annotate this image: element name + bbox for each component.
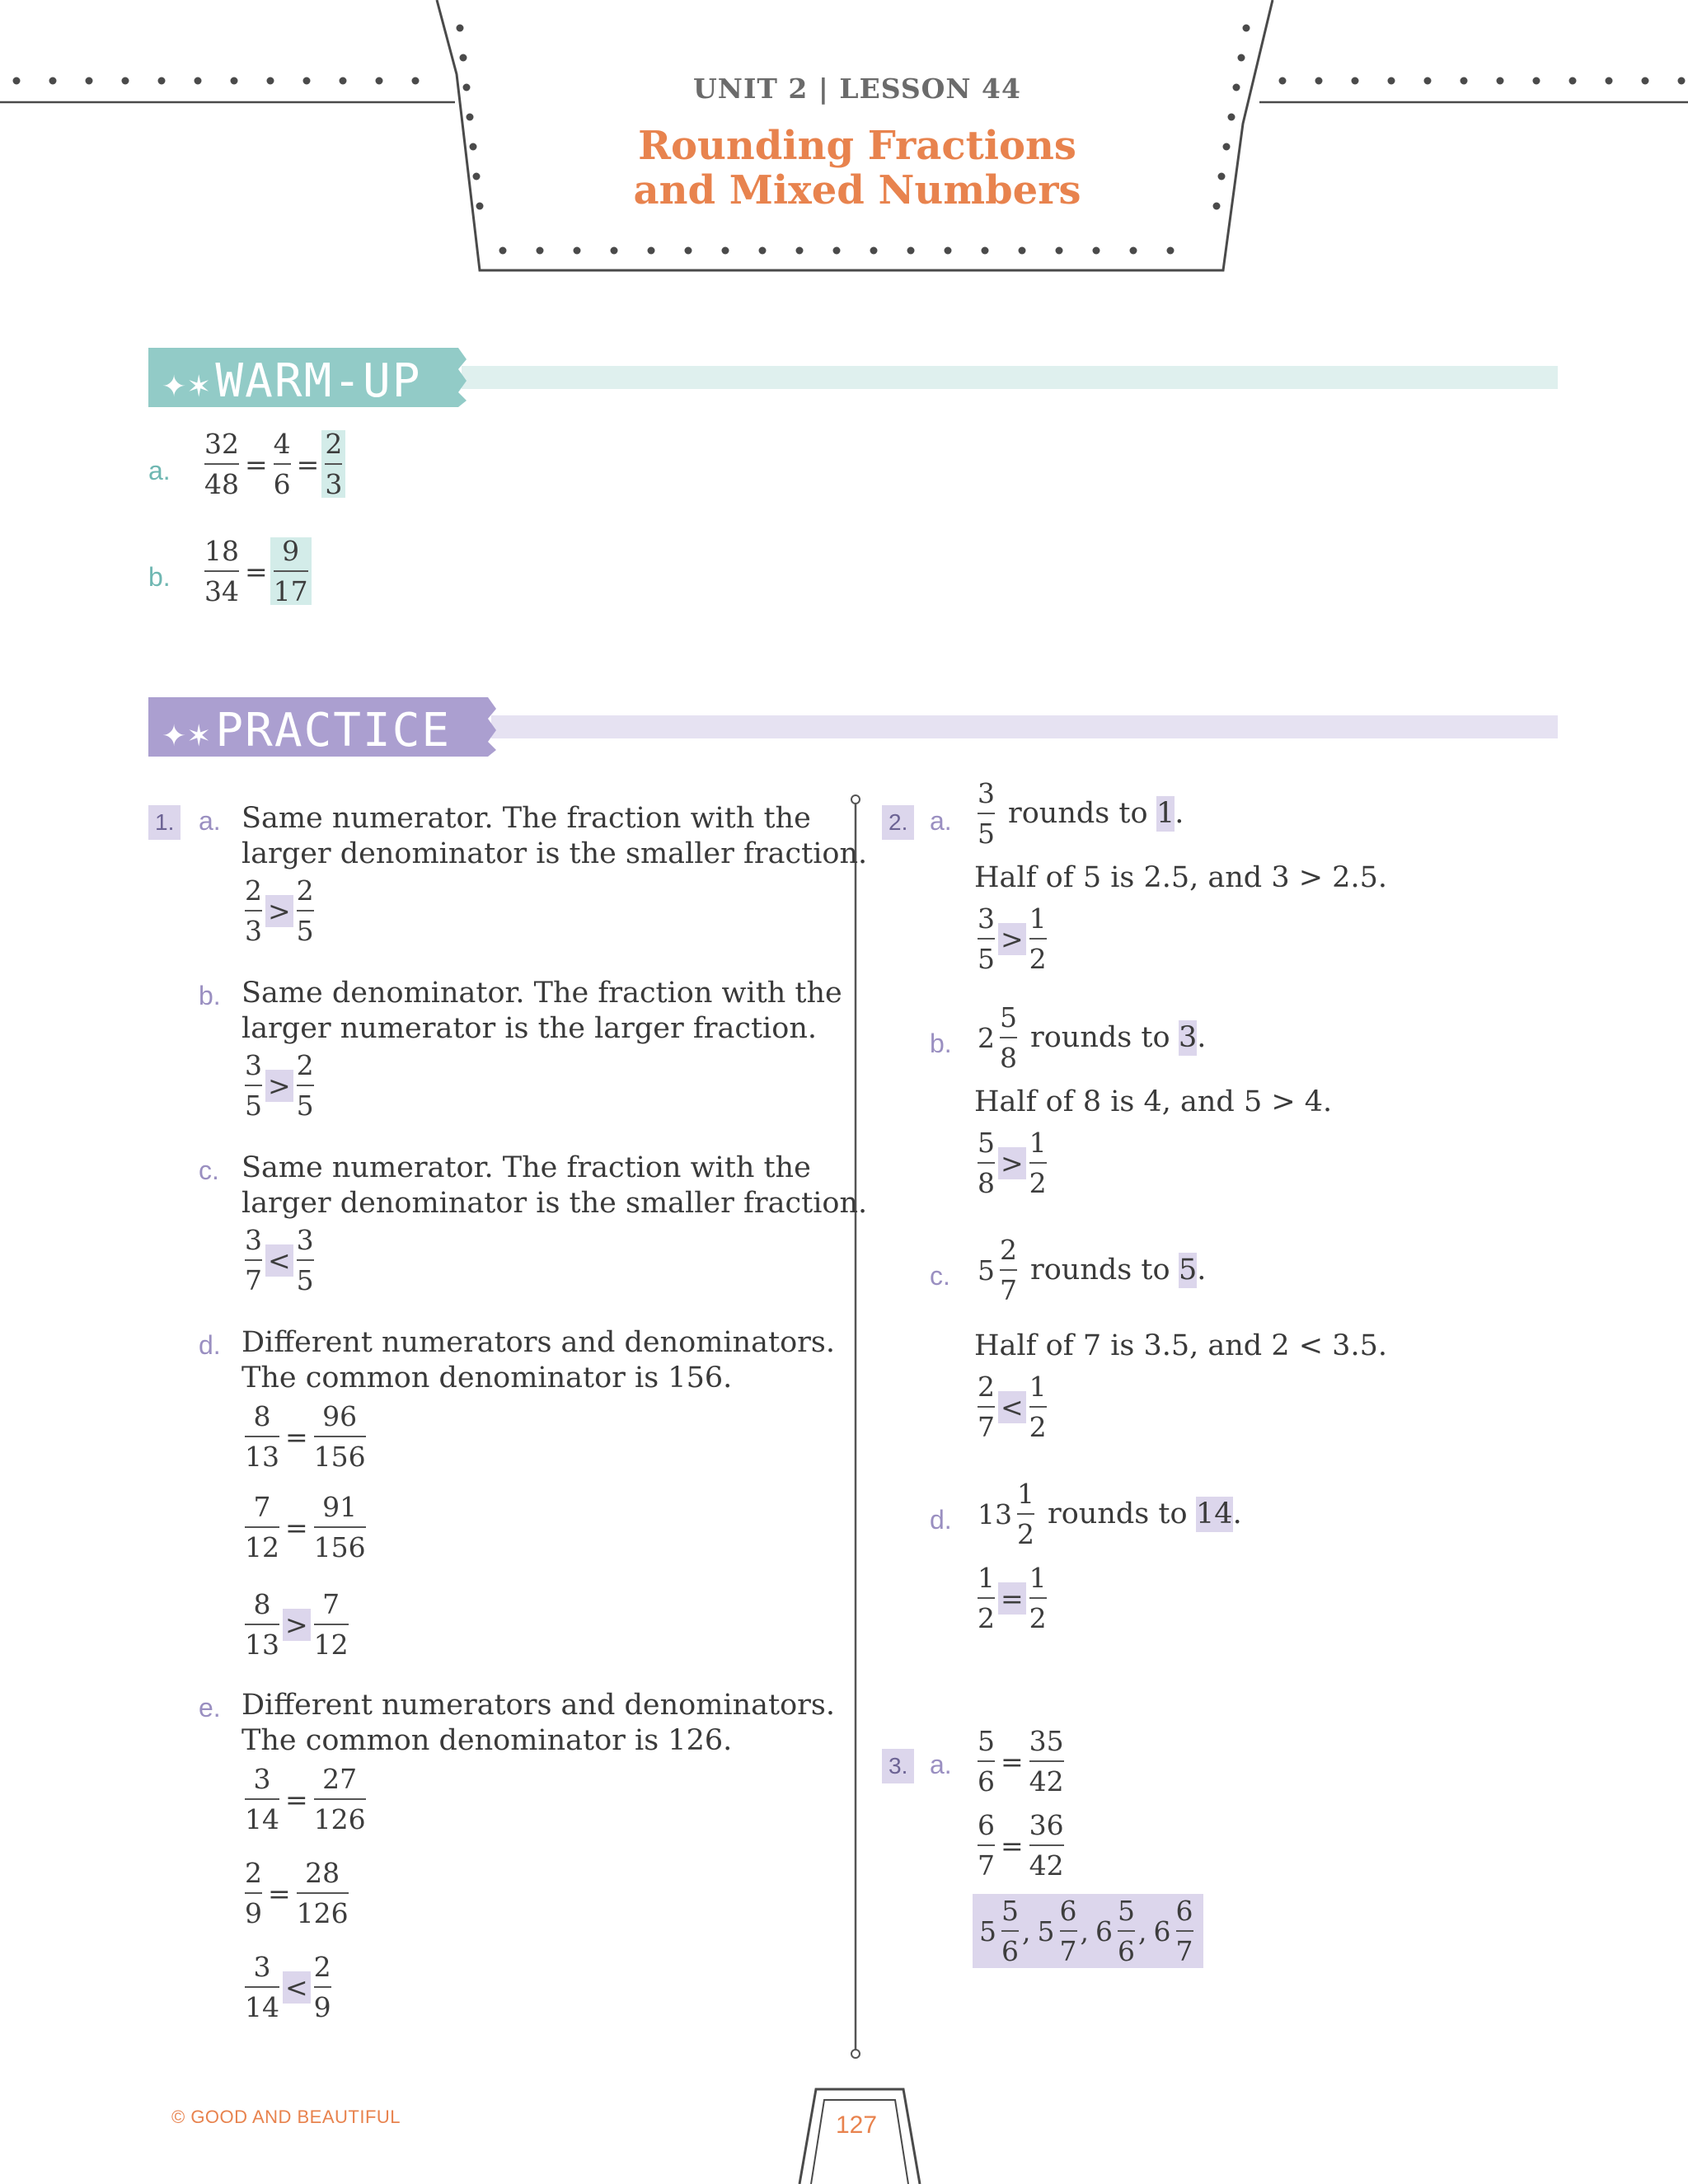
- warmup-b-equation: $\frac{18}{34}$ = $\frac{9}{17}$: [201, 537, 312, 605]
- question-1-number: 1.: [148, 805, 181, 840]
- q1d-comparison: $\frac{8}{13}$ > $\frac{7}{12}$: [245, 1588, 349, 1661]
- warmup-b-label: b.: [148, 562, 171, 592]
- warmup-a-equation: $\frac{32}{48}$ = $\frac{4}{6}$ = $\frac{2}{3}$: [201, 430, 345, 498]
- q1d-text: Different numerators and denominators. The common denominator is 156.: [241, 1326, 835, 1394]
- q3a-equation-1: $\frac{5}{6}$ = $\frac{35}{42}$: [978, 1725, 1064, 1797]
- q1e-text: Different numerators and denominators. The common denominator is 126.: [241, 1689, 835, 1757]
- sparkle-icon: ✦✶: [162, 719, 212, 753]
- practice-heading: PRACTICE: [215, 704, 452, 757]
- warmup-banner: [162, 354, 421, 408]
- question-3-number: 3.: [882, 1749, 914, 1783]
- q2d-label: d.: [930, 1505, 952, 1535]
- sparkle-icon: ✦✶: [162, 370, 212, 404]
- page-number: 127: [835, 2111, 878, 2139]
- q3a-ordered-answer: 5 $\frac{5}{6}$ , 5 $\frac{6}{7}$ , 6 $\frac{5}{6}$ , 6 $\frac{6}{7}$: [973, 1894, 1203, 1968]
- q2a-answer: 1: [1156, 796, 1175, 830]
- q1d-label: d.: [199, 1330, 221, 1360]
- q1a-label: a.: [199, 806, 221, 836]
- q1c-label: c.: [199, 1155, 219, 1185]
- q1a-text: Same numerator. The fraction with the larger denominator is the smaller fraction.: [241, 802, 868, 870]
- q2c-reason: Half of 7 is 3.5, and 2 < 3.5.: [974, 1329, 1387, 1362]
- q1d-equation-1: $\frac{8}{13}$ = $\frac{96}{156}$: [245, 1400, 366, 1473]
- q2a-rounding: $\frac{3}{5}$ rounds to 1 .: [978, 777, 1184, 850]
- q2c-comparison: $\frac{2}{7}$ < $\frac{1}{2}$: [978, 1371, 1047, 1443]
- q2a-comparison: $\frac{3}{5}$ > $\frac{1}{2}$: [978, 902, 1047, 975]
- q2b-comparison: $\frac{5}{8}$ > $\frac{1}{2}$: [978, 1127, 1047, 1199]
- title-line-2: and Mixed Numbers: [633, 167, 1081, 213]
- warmup-a-answer: $\frac{2}{3}$: [321, 430, 345, 498]
- footer-copyright: © GOOD AND BEAUTIFUL: [171, 2107, 401, 2127]
- q2c-rounding: 5 $\frac{2}{7}$ rounds to 5 .: [978, 1234, 1207, 1306]
- question-2-number: 2.: [882, 805, 914, 840]
- q2a-label: a.: [930, 806, 952, 836]
- unit-lesson-label: UNIT 2 | LESSON 44: [693, 73, 1021, 105]
- q1b-label: b.: [199, 981, 221, 1010]
- warmup-a-label: a.: [148, 456, 171, 485]
- q2d-answer: 14: [1196, 1497, 1233, 1530]
- q2b-rounding: 2 $\frac{5}{8}$ rounds to 3 .: [978, 1001, 1207, 1074]
- title-line-1: Rounding Fractions: [638, 123, 1076, 169]
- warmup-b-answer: $\frac{9}{17}$: [270, 537, 312, 605]
- q1b-text: Same denominator. The fraction with the larger numerator is the larger fraction.: [241, 977, 842, 1045]
- practice-banner: [162, 704, 451, 757]
- q1e-label: e.: [199, 1693, 221, 1722]
- q2d-comparison: $\frac{1}{2}$ = $\frac{1}{2}$: [978, 1562, 1047, 1634]
- q1e-equation-2: $\frac{2}{9}$ = $\frac{28}{126}$: [245, 1857, 349, 1929]
- q1b-comparison: $\frac{3}{5}$ > $\frac{2}{5}$: [245, 1049, 314, 1122]
- q1a-comparison: $\frac{2}{3}$ > $\frac{2}{5}$: [245, 874, 314, 947]
- q2c-label: c.: [930, 1261, 950, 1291]
- q2c-answer: 5: [1179, 1253, 1198, 1286]
- q1e-equation-1: $\frac{3}{14}$ = $\frac{27}{126}$: [245, 1763, 366, 1835]
- q3a-label: a.: [930, 1750, 952, 1779]
- warmup-heading: WARM-UP: [215, 354, 422, 408]
- q2a-reason: Half of 5 is 2.5, and 3 > 2.5.: [974, 861, 1387, 894]
- q1c-text: Same numerator. The fraction with the larger denominator is the smaller fraction.: [241, 1151, 868, 1220]
- q1e-comparison: $\frac{3}{14}$ < $\frac{2}{9}$: [245, 1951, 331, 2023]
- q2d-rounding: 13 $\frac{1}{2}$ rounds to 14 .: [978, 1478, 1242, 1550]
- q1d-equation-2: $\frac{7}{12}$ = $\frac{91}{156}$: [245, 1491, 366, 1563]
- q2b-label: b.: [930, 1029, 952, 1058]
- q3a-equation-2: $\frac{6}{7}$ = $\frac{36}{42}$: [978, 1809, 1064, 1882]
- q2b-reason: Half of 8 is 4, and 5 > 4.: [974, 1085, 1333, 1118]
- q1c-comparison: $\frac{3}{7}$ < $\frac{3}{5}$: [245, 1224, 314, 1296]
- q2b-answer: 3: [1179, 1020, 1198, 1054]
